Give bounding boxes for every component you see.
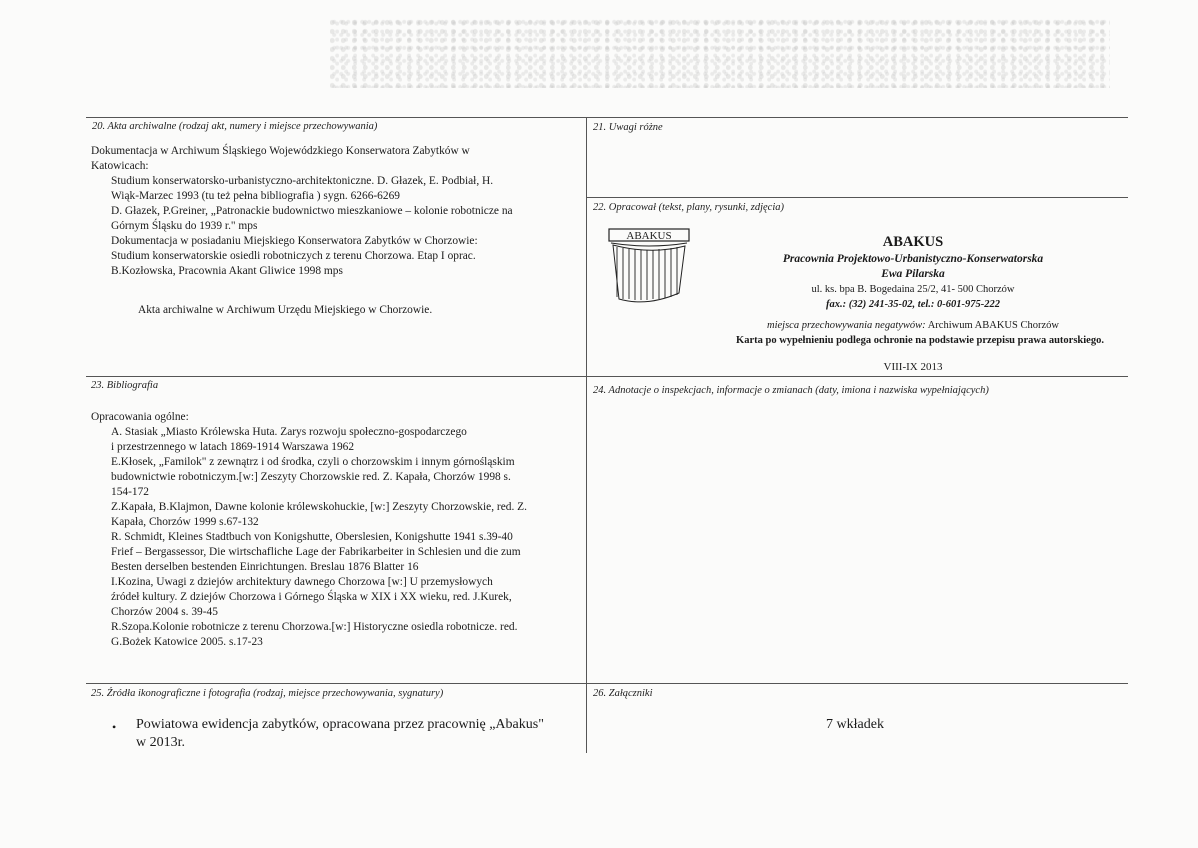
bibliography-line: G.Bożek Katowice 2005. s.17-23 — [111, 636, 263, 648]
archive-intro-2: Katowicach: — [91, 160, 149, 172]
bibliography-line: R.Szopa.Kolonie robotnicze z terenu Chorzowa.[w:] Historyczne osiedla robotnicze. red. — [111, 621, 518, 633]
caption-22: 22. Opracował (tekst, plany, rysunki, zdjęcia) — [593, 202, 785, 213]
firm-name: ABAKUS — [882, 234, 944, 250]
caption-24: 24. Adnotacje o inspekcjach, informacje o zmianach (daty, imiona i nazwiska wypełniających) — [593, 385, 989, 396]
negatives-location — [690, 320, 1136, 331]
bibliography-line: E.Kłosek, „Familok" z zewnątrz i od środka, czyli o chorzowskim i innym górnośląskim — [111, 456, 515, 468]
rule-top — [86, 117, 1128, 118]
bibliography-line: Frief – Bergassessor, Die wirtschafliche Lage der Fabrikarbeiter in Schlesien und die zum — [111, 546, 521, 558]
bibliography-line: Chorzów 2004 s. 39-45 — [111, 606, 218, 618]
archive-intro-1: Dokumentacja w Archiwum Śląskiego Wojewódzkiego Konserwatora Zabytków w — [91, 145, 470, 157]
bibliography-line: źródeł kultury. Z dziejów Chorzowa i Górnego Śląska w XIX i XX wieku, red. J.Kurek, — [111, 591, 512, 603]
bibliography-line: budownictwie robotniczym.[w:] Zeszyty Chorzowskie red. Z. Kapała, Chorzów 1998 s. — [111, 471, 511, 483]
caption-21: 21. Uwagi różne — [593, 122, 663, 133]
bibliography-line: Besten derselben bestenden Einrichtungen. Breslau 1876 Blatter 16 — [111, 561, 419, 573]
abakus-block — [690, 234, 1136, 312]
negatives-label: miejsca przechowywania negatywów: — [767, 320, 926, 331]
archive-extra: Akta archiwalne w Archiwum Urzędu Miejskiego w Chorzowie. — [138, 304, 433, 316]
scan-noise — [330, 18, 1110, 88]
rule-row2 — [86, 376, 1128, 377]
firm-address: ul. ks. bpa B. Bogedaina 25/2, 41- 500 Chorzów — [811, 284, 1015, 295]
bibliography-line: R. Schmidt, Kleines Stadtbuch von Konigshutte, Oberslesien, Konigshutte 1941 s.39-40 — [111, 531, 513, 543]
copyright-note: Karta po wypełnieniu podlega ochronie na podstawie przepisu prawa autorskiego. — [736, 335, 1104, 346]
negatives-value: Archiwum ABAKUS Chorzów — [927, 320, 1059, 331]
firm-owner: Ewa Pilarska — [881, 268, 945, 280]
rule-mid-right — [586, 197, 1128, 198]
archive-line: B.Kozłowska, Pracownia Akant Gliwice 1998 mps — [111, 265, 343, 277]
prepared-date: VIII-IX 2013 — [883, 361, 943, 373]
caption-20: 20. Akta archiwalne (rodzaj akt, numery i miejsce przechowywania) — [92, 121, 378, 132]
bibliography-line: i przestrzennego w latach 1869-1914 Warszawa 1962 — [111, 441, 355, 453]
bibliography-line: A. Stasiak „Miasto Królewska Huta. Zarys rozwoju społeczno-gospodarczego — [111, 426, 467, 438]
archive-line: Studium konserwatorskie osiedli robotniczych z terenu Chorzowa. Etap I oprac. — [111, 250, 476, 262]
bibliography-line: Kapała, Chorzów 1999 s.67-132 — [111, 516, 259, 528]
rule-row3 — [86, 683, 1128, 684]
caption-25: 25. Źródła ikonograficzne i fotografia (rodzaj, miejsce przechowywania, sygnatury) — [91, 688, 444, 699]
archive-line: Studium konserwatorsko-urbanistyczno-architektoniczne. D. Głazek, E. Podbiał, H. — [111, 175, 494, 187]
bibliography-intro: Opracowania ogólne: — [91, 411, 189, 423]
bullet-icon: • — [112, 720, 117, 734]
firm-contact: fax.: (32) 241-35-02, tel.: 0-601-975-222 — [825, 299, 1001, 310]
archive-line: Dokumentacja w posiadaniu Miejskiego Konserwatora Zabytków w Chorzowie: — [111, 235, 478, 247]
rule-column — [586, 117, 587, 753]
iconography-line-2: w 2013r. — [136, 735, 185, 750]
firm-subtitle: Pracownia Projektowo-Urbanistyczno-Konserwatorska — [782, 253, 1044, 265]
archive-records — [91, 144, 583, 279]
archive-line: D. Głazek, P.Greiner, „Patronackie budownictwo mieszkaniowe – kolonie robotnicze na — [111, 205, 513, 217]
bibliography-line: Z.Kapała, B.Klajmon, Dawne kolonie królewskohuckie, [w:] Zeszyty Chorzowskie, red. Z. — [111, 501, 527, 513]
archive-line: Górnym Śląsku do 1939 r." mps — [111, 220, 258, 232]
bibliography-line: 154-172 — [111, 486, 149, 498]
bibliography-line: I.Kozina, Uwagi z dziejów architektury dawnego Chorzowa [w:] U przemysłowych — [111, 576, 493, 588]
iconography-sources — [112, 716, 584, 752]
iconography-line-1: Powiatowa ewidencja zabytków, opracowana przez pracownię „Abakus" — [136, 717, 544, 732]
attachments-value: 7 wkładek — [826, 717, 884, 732]
abakus-logo — [607, 227, 691, 309]
caption-23: 23. Bibliografia — [91, 380, 159, 391]
bibliography — [91, 410, 583, 650]
caption-26: 26. Załączniki — [593, 688, 653, 699]
abakus-logo-text: ABAKUS — [626, 230, 672, 242]
archive-line: Wiąk-Marzec 1993 (tu też pełna bibliografia ) sygn. 6266-6269 — [111, 190, 400, 202]
